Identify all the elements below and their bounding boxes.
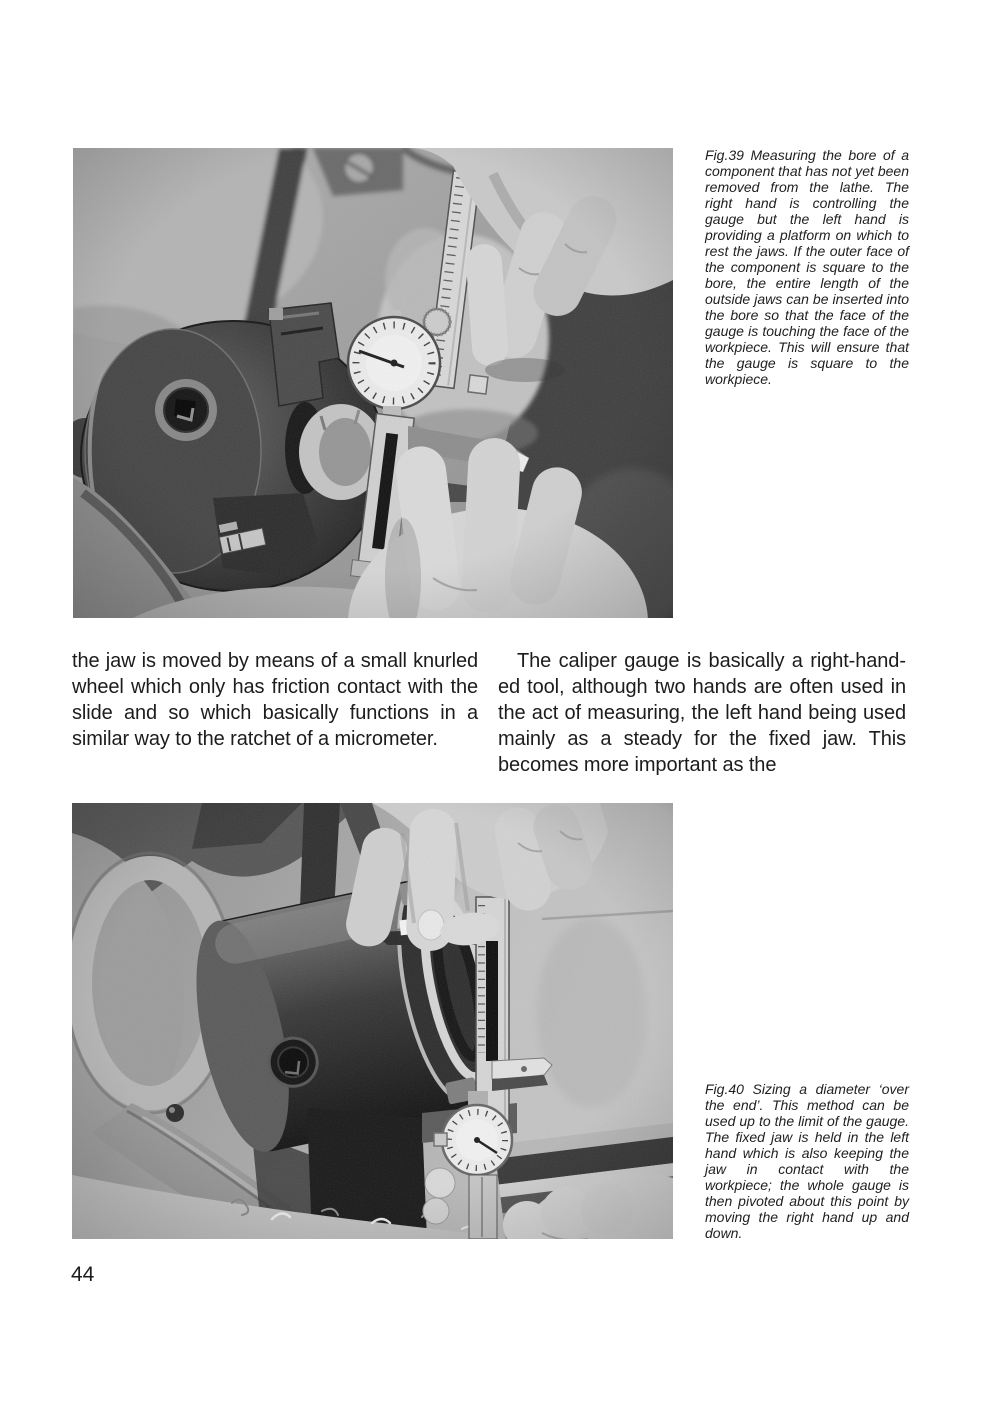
figure-39-illustration: [73, 148, 673, 618]
photo1-vignette: [73, 148, 673, 618]
figure-40-illustration: [72, 803, 673, 1239]
body-paragraph-right: The caliper gauge is basically a right-handed tool, although two hands are often used in the act of measuring, the left hand being used mainly as a steady for the fixed jaw. This becomes more important as the: [498, 650, 906, 776]
figure-40-caption: Fig.40 Sizing a diameter ‘over the end’. This method can be used up to the limit of the gauge. The fixed jaw is held in the left hand which is also keeping the jaw in contact with the workpiece; the whole gauge is then pivoted about this point by moving the right hand up and down.: [705, 1081, 909, 1241]
figure-40-photo: [72, 803, 673, 1239]
page-number: 44: [71, 1263, 95, 1286]
figure-39-caption: Fig.39 Measuring the bore of a component that has not yet been removed from the lathe. The right hand is controlling the gauge but the left hand is providing a platform on which to rest the jaws. If the outer face of the component is square to the bore, the entire length of the outside jaws can be inserted into the bore so that the face of the gauge is touching the face of the workpiece. This will ensure that the gauge is square to the workpiece.: [705, 147, 909, 387]
body-paragraph-left: the jaw is moved by means of a small knurled wheel which only has friction contact with the slide and so which basically functions in a similar way to the ratchet of a micrometer.: [72, 650, 478, 750]
photo2-vignette: [72, 803, 673, 1239]
figure-39-photo: [73, 148, 673, 618]
